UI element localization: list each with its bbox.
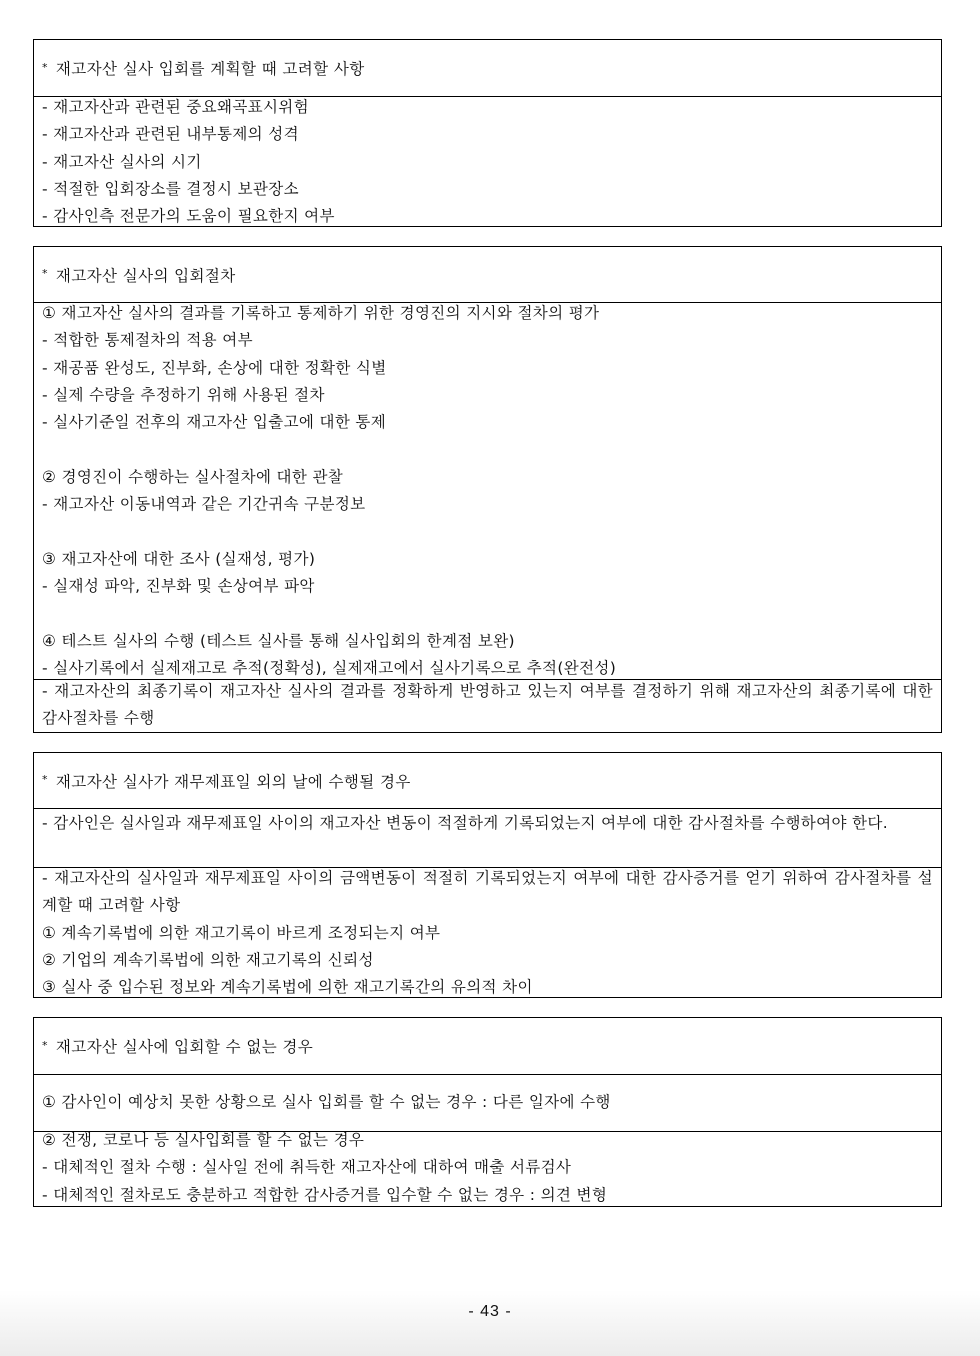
section-box-observation-procedures	[33, 246, 942, 733]
section-header	[34, 753, 941, 808]
section-box-unable-to-attend	[33, 1017, 942, 1207]
section-body-final-records	[34, 679, 941, 732]
paragraph: - 재고자산의 실사일과 재무제표일 사이의 금액변동이 적절히 기록되었는지 여부에 대한 감사증거를 얻기 위하여 감사절차를 설계할 때 고려할 사항	[42, 869, 933, 915]
list-item: - 적합한 통제절차의 적용 여부	[42, 331, 253, 350]
section-body-alternatives	[34, 1131, 941, 1206]
list-item: - 재고자산과 관련된 중요왜곡표시위험	[42, 98, 309, 116]
section-box-planning-considerations	[33, 39, 942, 227]
numbered-item: ③ 실사 중 입수된 정보와 계속기록법에 의한 재고기록간의 유의적 차이	[42, 978, 533, 997]
section-title: 재고자산 실사가 재무제표일 외의 날에 수행될 경우	[55, 772, 411, 791]
section-header	[34, 40, 941, 96]
numbered-item: ① 재고자산 실사의 결과를 기록하고 통제하기 위한 경영진의 지시와 절차의 평가	[42, 304, 600, 322]
list-item: - 실사기록에서 실제재고로 추적(정확성), 실제재고에서 실사기록으로 추적(완전성)	[42, 658, 617, 677]
section-title: 재고자산 실사 입회를 계획할 때 고려할 사항	[55, 60, 365, 78]
list-item: - 재공품 완성도, 진부화, 손상에 대한 정확한 식별	[42, 358, 387, 377]
paragraph: - 재고자산의 최종기록이 재고자산 실사의 결과를 정확하게 반영하고 있는지 여부를 결정하기 위해 재고자산의 최종기록에 대한 감사절차를 수행	[42, 682, 933, 728]
list-item: - 실제 수량을 추정하기 위해 사용된 절차	[42, 385, 325, 404]
section-header	[34, 1018, 941, 1074]
spacer	[42, 600, 933, 627]
list-item: - 적절한 입회장소를 결정시 보관장소	[42, 179, 299, 198]
numbered-item: ③ 재고자산에 대한 조사 (실재성, 평가)	[42, 549, 316, 568]
numbered-item: ④ 테스트 실사의 수행 (테스트 실사를 통해 실사입회의 한계점 보완)	[42, 631, 515, 650]
section-body-design-considerations	[34, 867, 941, 997]
paragraph: - 감사인은 실사일과 재무제표일 사이의 재고자산 변동이 적절하게 기록되었는지 여부에 대한 감사절차를 수행하여야 한다.	[42, 814, 888, 832]
section-body	[34, 96, 941, 226]
numbered-item: ② 경영진이 수행하는 실사절차에 대한 관찰	[42, 467, 344, 486]
asterisk-icon: *	[42, 773, 48, 786]
section-body	[34, 808, 941, 867]
section-body	[34, 302, 941, 679]
asterisk-icon: *	[42, 267, 48, 280]
section-header	[34, 247, 941, 302]
numbered-item: ① 계속기록법에 의한 재고기록이 바르게 조정되는지 여부	[42, 923, 441, 942]
section-body	[34, 1074, 941, 1131]
spacer	[42, 518, 933, 545]
list-item: - 대체적인 절차로도 충분하고 적합한 감사증거를 입수할 수 없는 경우 : 의견 변형	[42, 1185, 608, 1204]
list-item: - 실재성 파악, 진부화 및 손상여부 파악	[42, 576, 315, 595]
asterisk-icon: *	[42, 60, 48, 74]
asterisk-icon: *	[42, 1038, 48, 1052]
section-title: 재고자산 실사에 입회할 수 없는 경우	[55, 1038, 314, 1056]
page-number: - 43 -	[468, 1303, 512, 1320]
list-item: - 대체적인 절차 수행 : 실사일 전에 취득한 재고자산에 대하여 매출 서류검사	[42, 1158, 572, 1177]
numbered-item: ② 기업의 계속기록법에 의한 재고기록의 신뢰성	[42, 950, 374, 969]
section-title: 재고자산 실사의 입회절차	[55, 266, 236, 285]
list-item: - 재고자산 이동내역과 같은 기간귀속 구분정보	[42, 495, 366, 514]
spacer	[42, 436, 933, 463]
section-box-other-date-count	[33, 752, 942, 998]
list-item: - 재고자산 실사의 시기	[42, 152, 202, 171]
list-item: - 실사기준일 전후의 재고자산 입출고에 대한 통제	[42, 413, 387, 432]
list-item: - 감사인측 전문가의 도움이 필요한지 여부	[42, 207, 335, 226]
list-item: - 재고자산과 관련된 내부통제의 성격	[42, 125, 299, 144]
numbered-item: ② 전쟁, 코로나 등 실사입회를 할 수 없는 경우	[42, 1131, 365, 1149]
numbered-item: ① 감사인이 예상치 못한 상황으로 실사 입회를 할 수 없는 경우 : 다른 일자에 수행	[42, 1093, 611, 1112]
